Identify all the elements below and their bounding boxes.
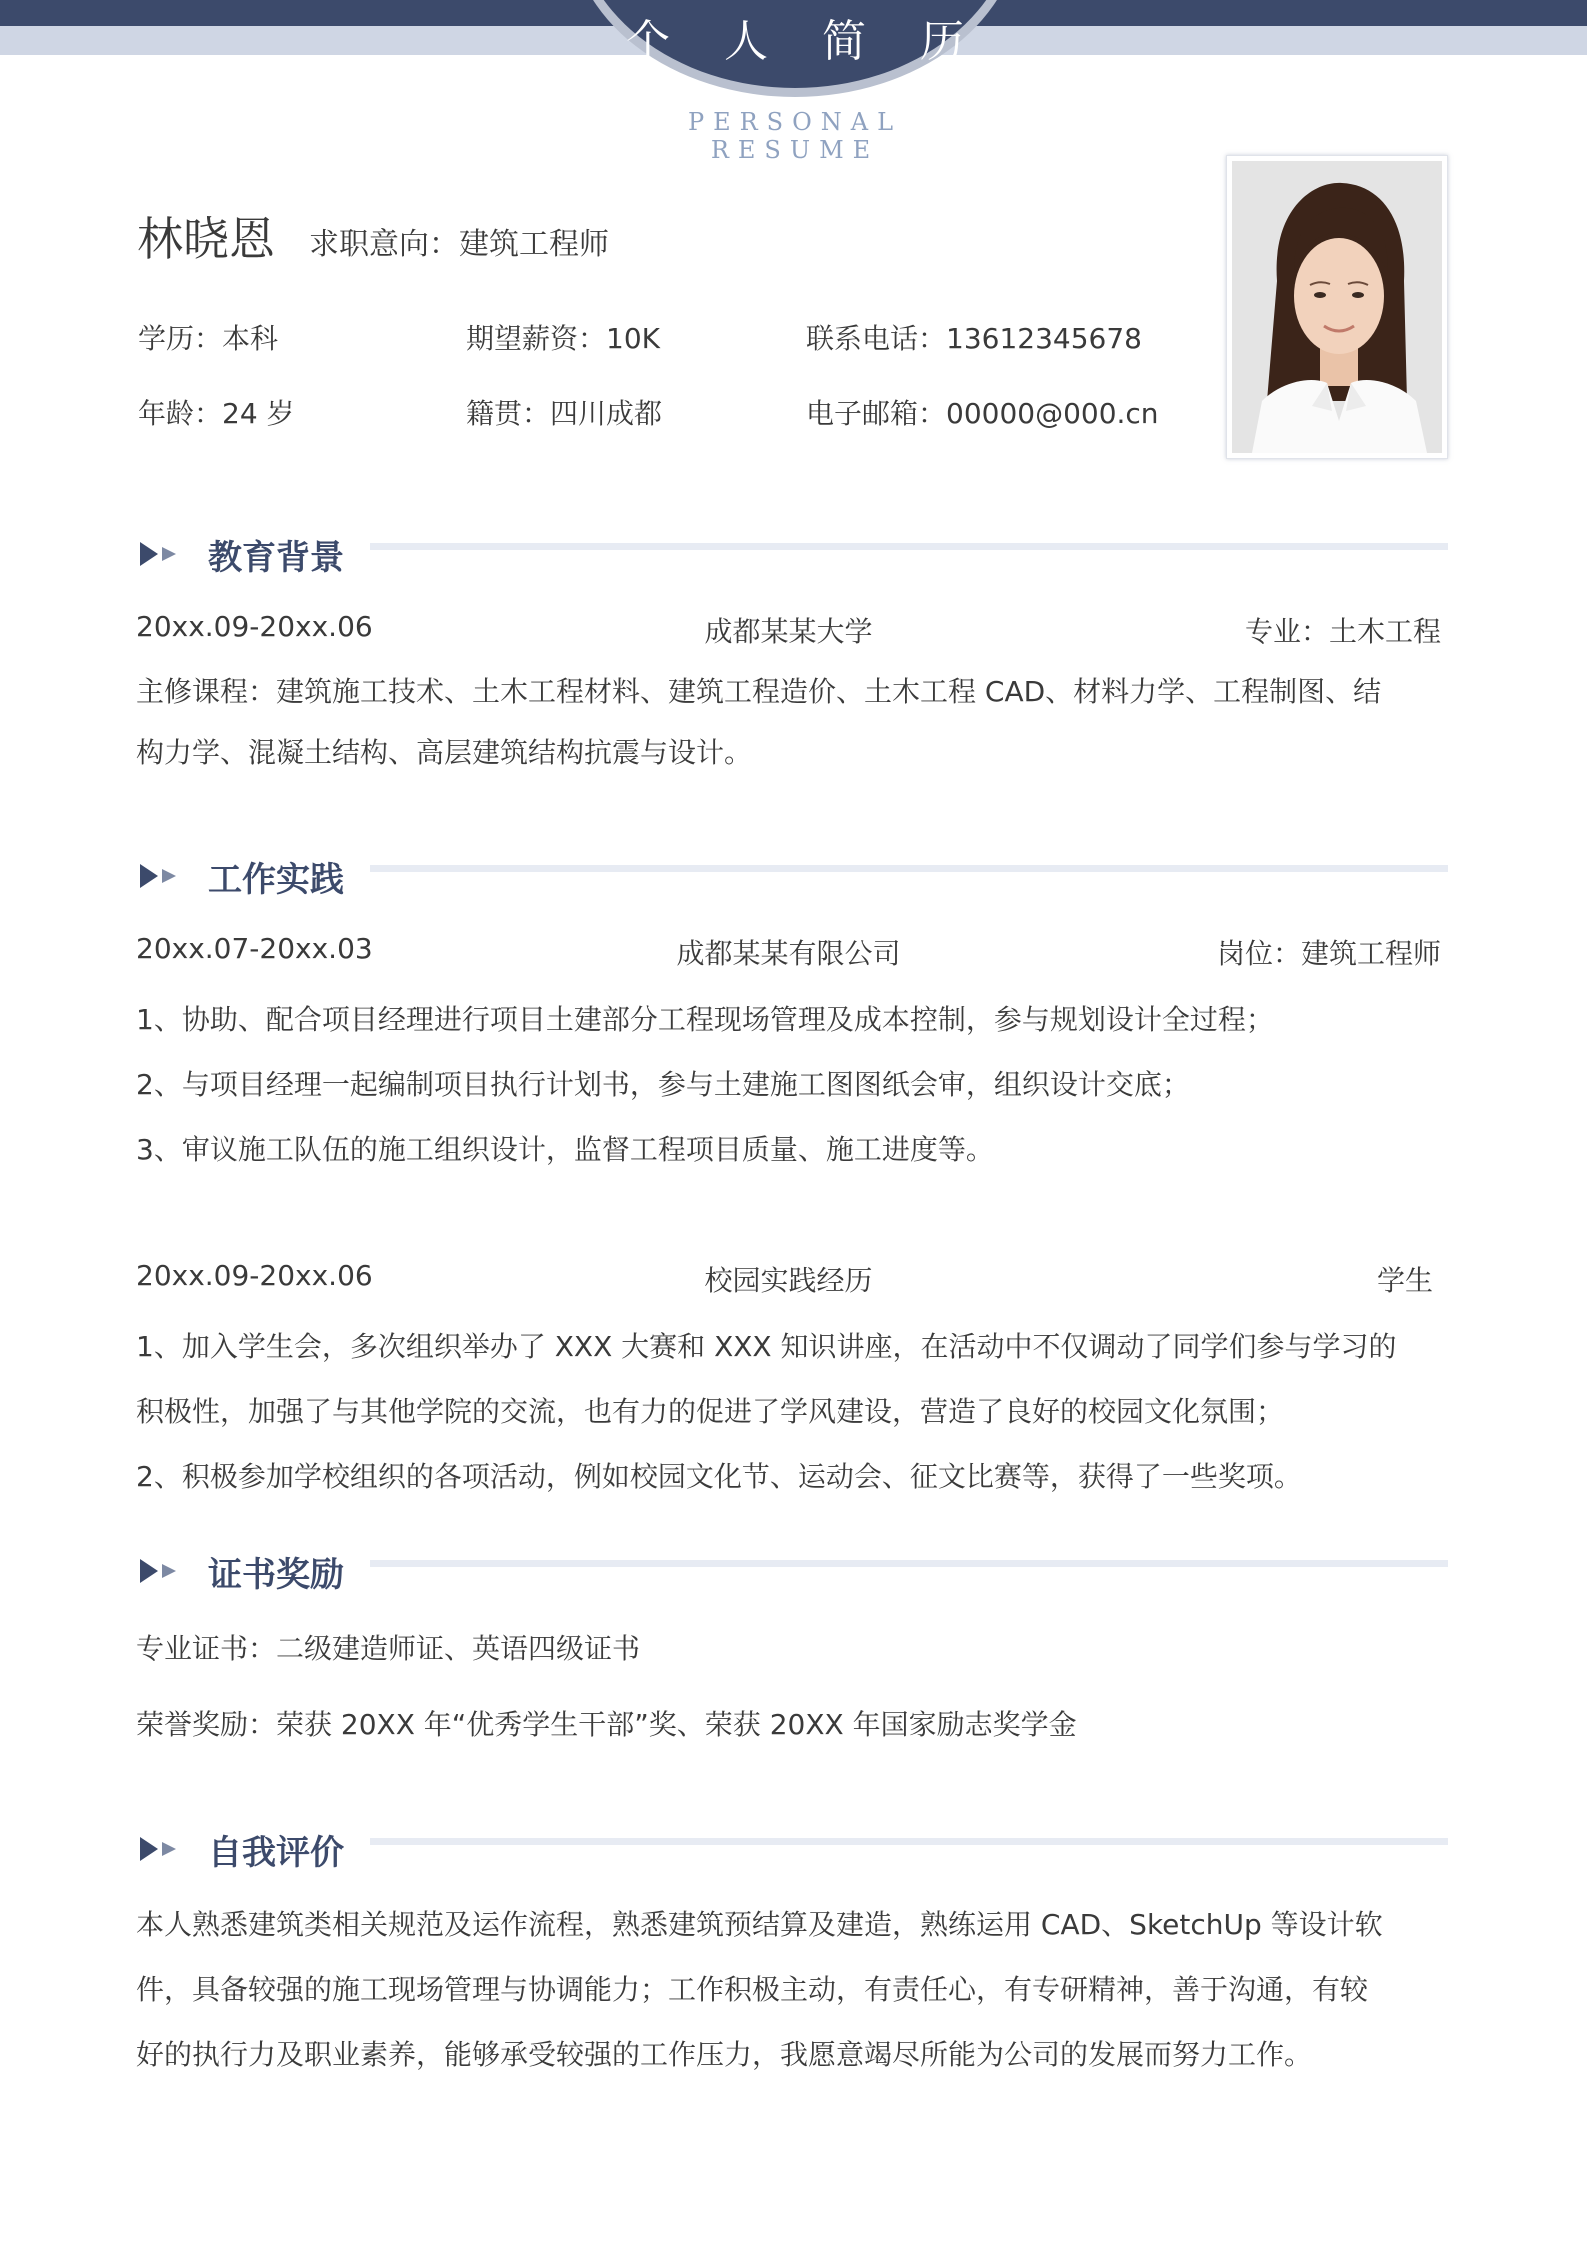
work-entry-1-period: 20xx.07-20xx.03 <box>136 932 373 965</box>
section-divider <box>370 543 1448 550</box>
profile-photo <box>1232 161 1442 453</box>
info-email: 电子邮箱：00000@000.cn <box>806 397 1159 430</box>
section-title-work: 工作实践 <box>208 860 344 900</box>
education-major: 专业：土木工程 <box>1244 615 1441 648</box>
education-courses-line-2: 构力学、混凝土结构、高层建筑结构抗震与设计。 <box>136 736 753 769</box>
work-entry-2-line-2: 积极性，加强了与其他学院的交流，也有力的促进了学风建设，营造了良好的校园文化氛围； <box>136 1395 1285 1428</box>
portrait-illustration <box>1232 161 1442 453</box>
work-entry-1-role: 岗位：建筑工程师 <box>1216 937 1441 970</box>
section-header-work <box>140 852 1448 902</box>
section-title-self-eval: 自我评价 <box>208 1833 344 1873</box>
double-arrow-icon <box>140 1559 180 1583</box>
self-eval-line-2: 件，具备较强的施工现场管理与协调能力；工作积极主动，有责任心，有专研精神，善于沟通，有较 <box>136 1973 1369 2006</box>
work-entry-2-header <box>136 1259 1441 1299</box>
self-eval-line-3: 好的执行力及职业素养，能够承受较强的工作压力，我愿意竭尽所能为公司的发展而努力工作。 <box>136 2038 1313 2071</box>
work-entry-1-line-1: 1、协助、配合项目经理进行项目土建部分工程现场管理及成本控制，参与规划设计全过程； <box>136 1003 1274 1036</box>
section-title-education: 教育背景 <box>208 538 344 578</box>
profile-photo-frame <box>1226 155 1448 459</box>
section-title-awards: 证书奖励 <box>208 1555 344 1595</box>
candidate-name: 林晓恩 <box>137 212 275 266</box>
section-header-awards <box>140 1547 1448 1597</box>
self-eval-line-1: 本人熟悉建筑类相关规范及运作流程，熟悉建筑预结算及建造，熟练运用 CAD、SketchUp 等设计软 <box>136 1908 1383 1941</box>
info-education: 学历：本科 <box>138 322 279 355</box>
info-hometown: 籍贯：四川成都 <box>466 397 663 430</box>
info-age: 年龄：24 岁 <box>138 397 295 430</box>
double-arrow-icon <box>140 542 180 566</box>
education-courses-line-1: 主修课程：建筑施工技术、土木工程材料、建筑工程造价、土木工程 CAD、材料力学、工程制图、结 <box>136 675 1382 708</box>
awards-certificates: 专业证书：二级建造师证、英语四级证书 <box>136 1632 641 1665</box>
work-entry-1-org: 成都某某有限公司 <box>676 937 901 970</box>
work-entry-1-header <box>136 932 1441 972</box>
info-phone: 联系电话：13612345678 <box>806 322 1142 355</box>
section-divider <box>370 1560 1448 1567</box>
info-salary: 期望薪资：10K <box>466 322 660 355</box>
work-entry-1-line-3: 3、审议施工队伍的施工组织设计，监督工程项目质量、施工进度等。 <box>136 1133 994 1166</box>
double-arrow-icon <box>140 1837 180 1861</box>
page-subtitle: PERSONAL RESUME <box>687 108 903 164</box>
section-divider <box>370 1838 1448 1845</box>
education-school: 成都某某大学 <box>704 615 873 648</box>
work-entry-2-org: 校园实践经历 <box>704 1264 873 1297</box>
work-entry-2-line-1: 1、加入学生会，多次组织举办了 XXX 大赛和 XXX 知识讲座，在活动中不仅调动了同学们参与学习的 <box>136 1330 1397 1363</box>
work-entry-2-role: 学生 <box>1376 1264 1433 1297</box>
work-entry-2-period: 20xx.09-20xx.06 <box>136 1259 373 1292</box>
job-intent: 求职意向：建筑工程师 <box>309 227 609 262</box>
section-header-self-eval <box>140 1825 1448 1875</box>
education-entry-header <box>136 610 1441 650</box>
double-arrow-icon <box>140 864 180 888</box>
section-divider <box>370 865 1448 872</box>
education-period: 20xx.09-20xx.06 <box>136 610 373 643</box>
awards-honors: 荣誉奖励：荣获 20XX 年“优秀学生干部”奖、荣获 20XX 年国家励志奖学金 <box>136 1708 1077 1741</box>
work-entry-1-line-2: 2、与项目经理一起编制项目执行计划书，参与土建施工图图纸会审，组织设计交底； <box>136 1068 1190 1101</box>
work-entry-2-line-3: 2、积极参加学校组织的各项活动，例如校园文化节、运动会、征文比赛等，获得了一些奖项。 <box>136 1460 1302 1493</box>
section-header-education <box>140 530 1448 580</box>
page-title: 个 人 简 历 <box>626 16 984 67</box>
